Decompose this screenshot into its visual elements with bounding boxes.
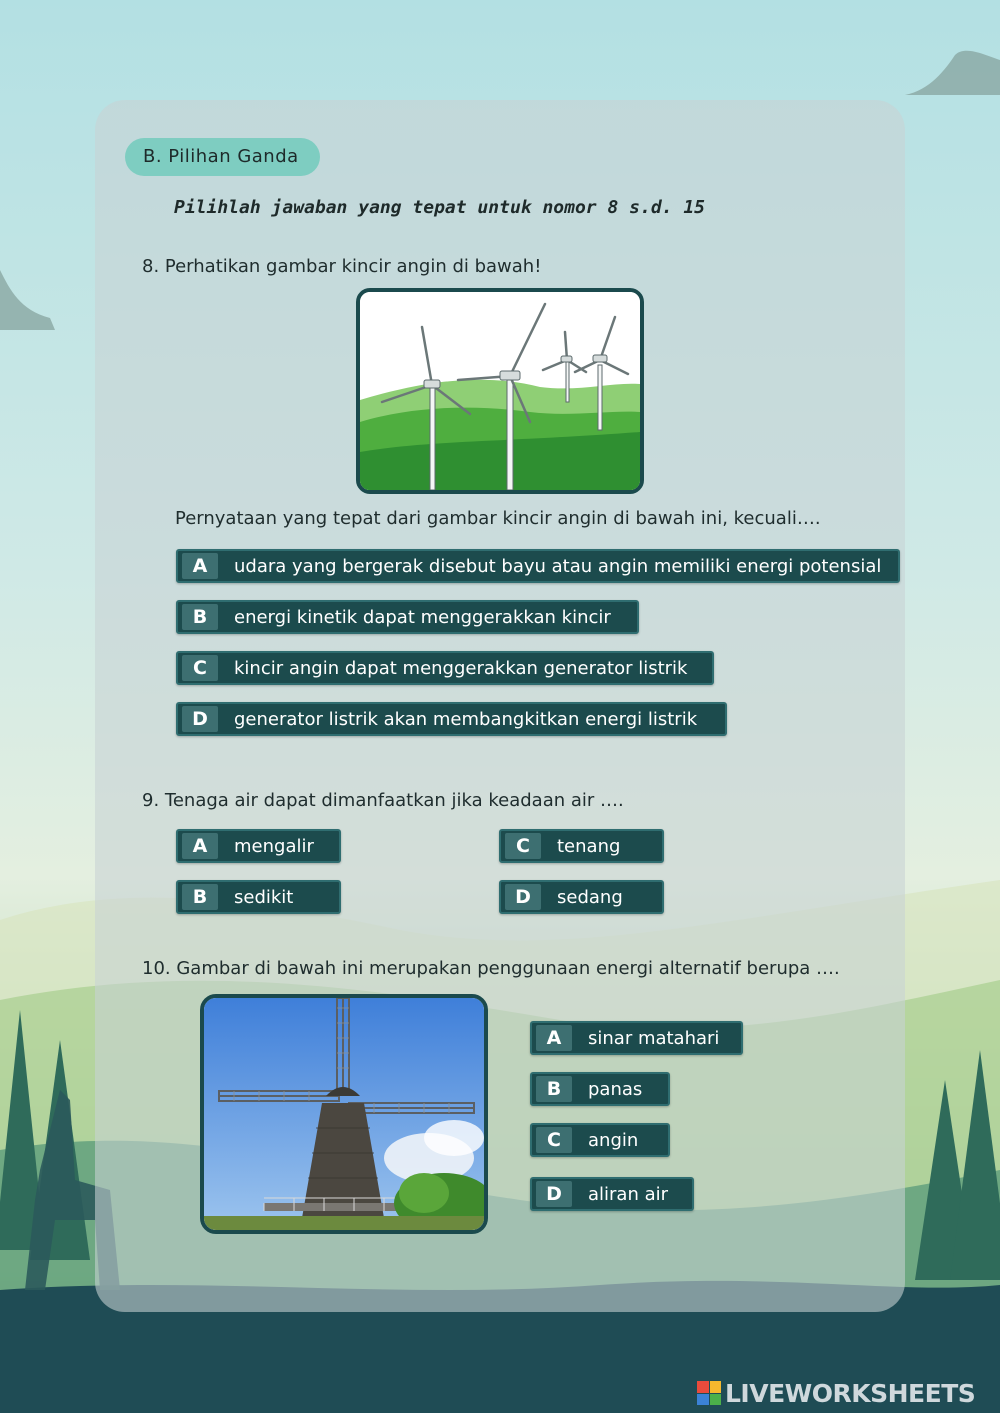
q10-option-c[interactable] [530, 1123, 670, 1157]
q9-option-b[interactable] [176, 880, 341, 914]
option-letter: B [182, 884, 218, 910]
option-text: energi kinetik dapat menggerakkan kincir [234, 606, 611, 628]
wind-turbines-image [356, 288, 644, 494]
option-letter: B [536, 1076, 572, 1102]
option-letter: D [505, 884, 541, 910]
q8-option-b[interactable] [176, 600, 639, 634]
option-letter: B [182, 604, 218, 630]
question-8-text: 8. Perhatikan gambar kincir angin di bawah! [142, 256, 542, 277]
q8-option-c[interactable] [176, 651, 714, 685]
option-text: sedang [557, 886, 623, 908]
option-letter: C [182, 655, 218, 681]
windmill-image [200, 994, 488, 1234]
brand-text: LIVEWORKSHEETS [725, 1378, 976, 1408]
q9-option-d[interactable] [499, 880, 664, 914]
option-text: sinar matahari [588, 1027, 720, 1049]
q10-option-d[interactable] [530, 1177, 694, 1211]
question-8-prompt: Pernyataan yang tepat dari gambar kincir angin di bawah ini, kecuali…. [175, 508, 821, 529]
q8-option-d[interactable] [176, 702, 727, 736]
option-text: angin [588, 1129, 639, 1151]
question-10-text: 10. Gambar di bawah ini merupakan penggunaan energi alternatif berupa …. [142, 958, 840, 979]
option-text: kincir angin dapat menggerakkan generator listrik [234, 657, 688, 679]
instruction-text: Pilihlah jawaban yang tepat untuk nomor 8 s.d. 15 [174, 197, 706, 218]
liveworksheets-logo [697, 1378, 992, 1408]
option-text: tenang [557, 835, 621, 857]
option-letter: C [536, 1127, 572, 1153]
q10-option-a[interactable] [530, 1021, 743, 1055]
section-title: B. Pilihan Ganda [125, 138, 320, 176]
option-letter: D [182, 706, 218, 732]
option-letter: A [182, 553, 218, 579]
option-text: sedikit [234, 886, 294, 908]
option-text: panas [588, 1078, 643, 1100]
option-letter: A [182, 833, 218, 859]
option-text: udara yang bergerak disebut bayu atau angin memiliki energi potensial [234, 555, 882, 577]
q8-option-a[interactable] [176, 549, 900, 583]
option-letter: C [505, 833, 541, 859]
option-letter: D [536, 1181, 572, 1207]
option-text: generator listrik akan membangkitkan energi listrik [234, 708, 698, 730]
liveworksheets-icon [697, 1381, 721, 1405]
option-text: mengalir [234, 835, 314, 857]
q10-option-b[interactable] [530, 1072, 670, 1106]
question-9-text: 9. Tenaga air dapat dimanfaatkan jika keadaan air …. [142, 790, 624, 811]
option-text: aliran air [588, 1183, 669, 1205]
option-letter: A [536, 1025, 572, 1051]
q9-option-c[interactable] [499, 829, 664, 863]
q9-option-a[interactable] [176, 829, 341, 863]
